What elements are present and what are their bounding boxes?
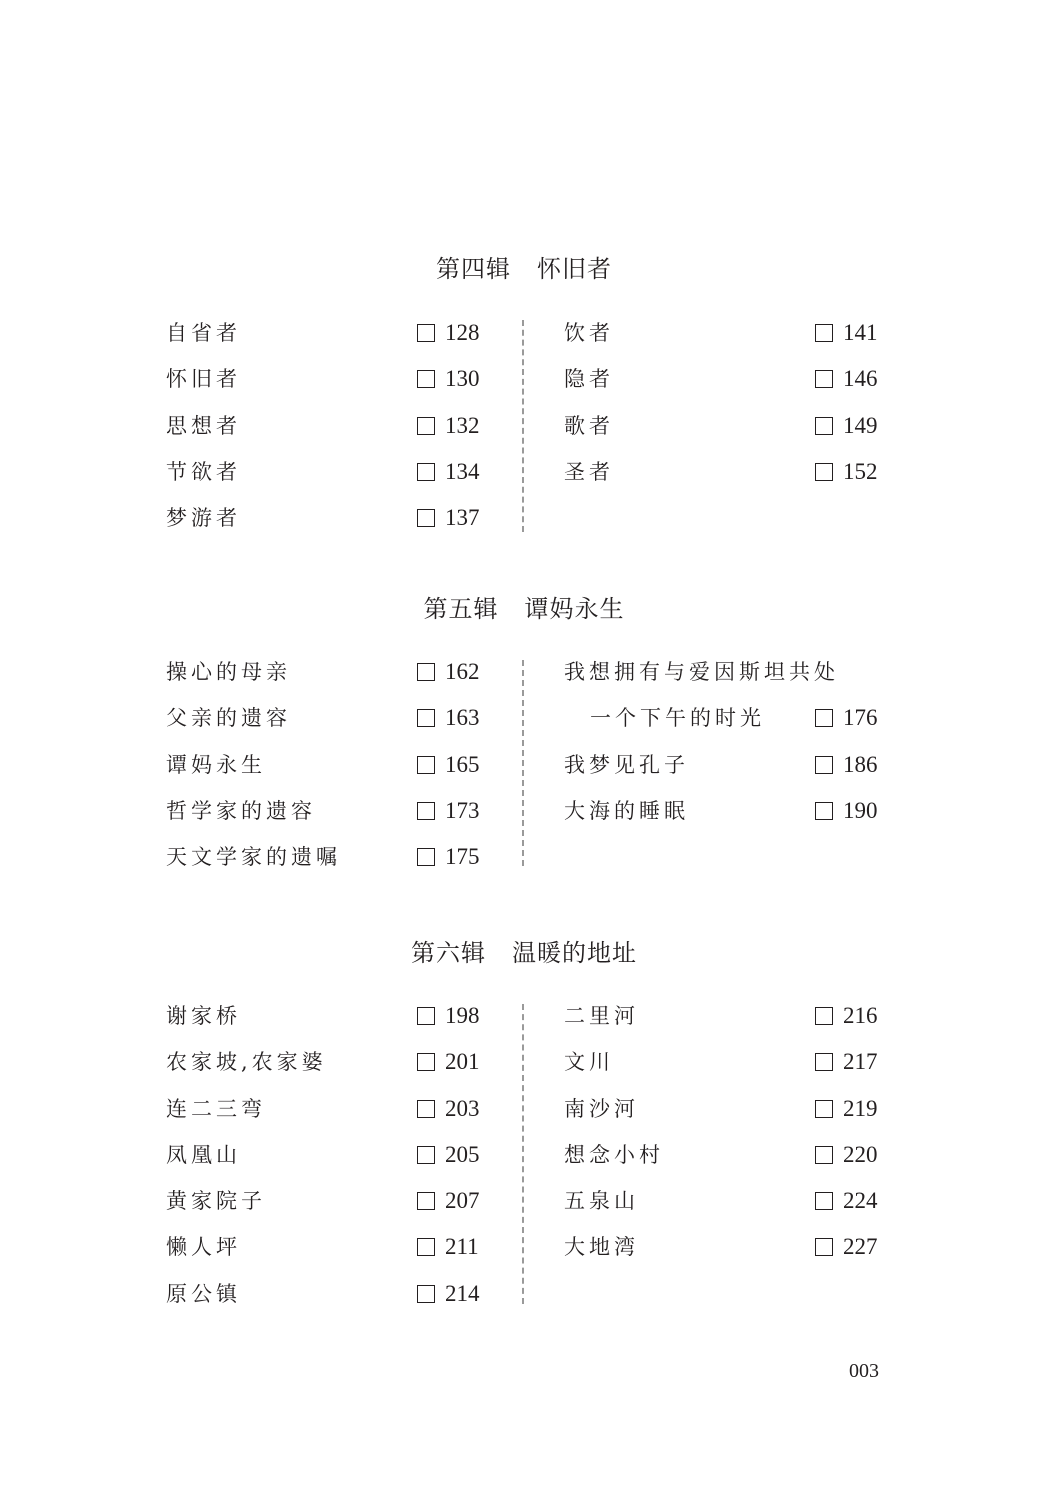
checkbox-icon xyxy=(815,1192,833,1210)
toc-entry[interactable] xyxy=(564,1095,884,1141)
entry-title: 二里河 xyxy=(564,1004,639,1028)
entry-page: 176 xyxy=(815,704,878,732)
entry-title: 天文学家的遗嘱 xyxy=(166,845,341,870)
entry-page: 205 xyxy=(417,1141,480,1169)
entry-title: 梦游者 xyxy=(166,506,241,531)
entry-title: 连二三弯 xyxy=(166,1096,266,1121)
entry-title: 节欲者 xyxy=(166,459,241,484)
toc-entry[interactable] xyxy=(166,319,486,365)
toc-entry[interactable] xyxy=(564,1141,884,1187)
entry-page: 190 xyxy=(815,797,878,825)
toc-entry[interactable] xyxy=(564,412,884,458)
entry-title: 想念小村 xyxy=(564,1142,664,1167)
entry-page: 173 xyxy=(417,797,480,825)
toc-entry[interactable] xyxy=(564,751,884,797)
entry-page: 175 xyxy=(417,843,480,871)
toc-entry[interactable] xyxy=(166,1233,486,1279)
entry-page: 163 xyxy=(417,704,480,732)
entry-page: 201 xyxy=(417,1048,480,1076)
toc-entry[interactable] xyxy=(564,1002,884,1048)
entry-title: 一个下午的时光 xyxy=(590,706,765,731)
toc-entry[interactable] xyxy=(166,412,486,458)
toc-entry[interactable] xyxy=(166,751,486,797)
toc-entry[interactable] xyxy=(166,1280,486,1326)
checkbox-icon xyxy=(815,463,833,481)
section-name: 谭妈永生 xyxy=(524,595,625,623)
toc-entry[interactable] xyxy=(564,658,884,704)
entry-page: 207 xyxy=(417,1187,480,1215)
toc-entry[interactable] xyxy=(564,1187,884,1233)
entry-page: 203 xyxy=(417,1095,480,1123)
checkbox-icon xyxy=(417,756,435,774)
entry-title: 饮者 xyxy=(564,321,614,345)
checkbox-icon xyxy=(815,1053,833,1071)
toc-entry[interactable] xyxy=(166,1048,486,1094)
entry-page: 128 xyxy=(417,319,480,347)
entry-page: 134 xyxy=(417,458,480,486)
section-label: 第四辑 xyxy=(436,255,511,283)
entry-title: 原公镇 xyxy=(166,1281,241,1306)
entry-title: 操心的母亲 xyxy=(166,660,291,684)
entry-page: 214 xyxy=(417,1280,480,1308)
toc-column-left xyxy=(166,658,486,889)
toc-column-right xyxy=(564,1002,884,1280)
entry-page: 146 xyxy=(815,365,878,393)
checkbox-icon xyxy=(417,417,435,435)
checkbox-icon xyxy=(815,756,833,774)
entry-title: 五泉山 xyxy=(564,1189,639,1214)
entry-page: 220 xyxy=(815,1141,878,1169)
checkbox-icon xyxy=(417,1053,435,1071)
checkbox-icon xyxy=(815,802,833,820)
toc-entry[interactable] xyxy=(166,1002,486,1048)
toc-entry[interactable] xyxy=(564,1048,884,1094)
section-name: 怀旧者 xyxy=(537,255,612,283)
checkbox-icon xyxy=(417,709,435,727)
toc-entry[interactable] xyxy=(564,458,884,504)
checkbox-icon xyxy=(815,1146,833,1164)
entry-title: 大海的睡眠 xyxy=(564,798,689,823)
toc-entry[interactable] xyxy=(166,504,486,550)
checkbox-icon xyxy=(815,324,833,342)
entry-title: 懒人坪 xyxy=(166,1235,241,1260)
column-divider xyxy=(522,320,524,532)
entry-page: 217 xyxy=(815,1048,878,1076)
toc-column-left xyxy=(166,319,486,550)
column-divider xyxy=(522,660,524,866)
entry-page: 130 xyxy=(417,365,480,393)
section-name: 温暖的地址 xyxy=(512,939,637,967)
toc-column-left xyxy=(166,1002,486,1326)
toc-entry[interactable] xyxy=(166,1187,486,1233)
checkbox-icon xyxy=(417,663,435,681)
section-title-5 xyxy=(0,589,1048,624)
entry-page: 149 xyxy=(815,412,878,440)
checkbox-icon xyxy=(417,848,435,866)
entry-title: 隐者 xyxy=(564,367,614,392)
entry-page: 141 xyxy=(815,319,878,347)
entry-page: 216 xyxy=(815,1002,878,1030)
toc-column-right xyxy=(564,319,884,504)
entry-title: 自省者 xyxy=(166,321,241,345)
checkbox-icon xyxy=(417,1146,435,1164)
entry-title: 南沙河 xyxy=(564,1096,639,1121)
entry-title: 怀旧者 xyxy=(166,367,241,392)
entry-title: 文川 xyxy=(564,1050,614,1075)
entry-page: 227 xyxy=(815,1233,878,1261)
entry-page: 186 xyxy=(815,751,878,779)
entry-page: 137 xyxy=(417,504,480,532)
section-label: 第五辑 xyxy=(423,595,499,623)
toc-entry[interactable] xyxy=(166,1095,486,1141)
column-divider xyxy=(522,1004,524,1304)
entry-page: 219 xyxy=(815,1095,878,1123)
toc-entry[interactable] xyxy=(166,843,486,889)
entry-title: 圣者 xyxy=(564,459,614,484)
entry-page: 198 xyxy=(417,1002,480,1030)
checkbox-icon xyxy=(815,417,833,435)
checkbox-icon xyxy=(815,1007,833,1025)
checkbox-icon xyxy=(417,1007,435,1025)
toc-entry[interactable] xyxy=(166,797,486,843)
entry-page: 152 xyxy=(815,458,878,486)
toc-entry[interactable] xyxy=(564,365,884,411)
toc-entry[interactable] xyxy=(564,319,884,365)
checkbox-icon xyxy=(417,370,435,388)
entry-page: 165 xyxy=(417,751,480,779)
entry-page: 224 xyxy=(815,1187,878,1215)
entry-title: 我梦见孔子 xyxy=(564,752,689,777)
checkbox-icon xyxy=(417,463,435,481)
entry-title: 凤凰山 xyxy=(166,1142,241,1167)
entry-title: 歌者 xyxy=(564,413,614,438)
checkbox-icon xyxy=(417,1100,435,1118)
checkbox-icon xyxy=(815,709,833,727)
checkbox-icon xyxy=(815,1238,833,1256)
toc-entry[interactable] xyxy=(564,704,884,750)
toc-column-right xyxy=(564,658,884,843)
entry-page: 211 xyxy=(417,1233,479,1261)
entry-page: 132 xyxy=(417,412,480,440)
page-number: 003 xyxy=(849,1360,879,1382)
section-title-4 xyxy=(0,249,1048,284)
section-title-6 xyxy=(0,933,1048,968)
checkbox-icon xyxy=(417,802,435,820)
toc-entry[interactable] xyxy=(166,1141,486,1187)
checkbox-icon xyxy=(815,1100,833,1118)
toc-entry[interactable] xyxy=(166,704,486,750)
checkbox-icon xyxy=(417,1285,435,1303)
checkbox-icon xyxy=(417,1192,435,1210)
entry-title: 谢家桥 xyxy=(166,1004,241,1028)
entry-title: 农家坡,农家婆 xyxy=(166,1050,327,1075)
entry-title: 父亲的遗容 xyxy=(166,706,291,731)
checkbox-icon xyxy=(417,509,435,527)
entry-title: 我想拥有与爱因斯坦共处 xyxy=(564,660,839,684)
checkbox-icon xyxy=(815,370,833,388)
entry-title: 谭妈永生 xyxy=(166,752,266,777)
section-label: 第六辑 xyxy=(411,939,486,967)
toc-entry[interactable] xyxy=(166,458,486,504)
entry-title: 哲学家的遗容 xyxy=(166,798,316,823)
entry-title: 思想者 xyxy=(166,413,241,438)
toc-entry[interactable] xyxy=(166,658,486,704)
entry-page: 162 xyxy=(417,658,480,686)
entry-title: 大地湾 xyxy=(564,1235,639,1260)
checkbox-icon xyxy=(417,1238,435,1256)
checkbox-icon xyxy=(417,324,435,342)
entry-title: 黄家院子 xyxy=(166,1189,266,1214)
toc-entry[interactable] xyxy=(564,1233,884,1279)
toc-entry[interactable] xyxy=(564,797,884,843)
toc-entry[interactable] xyxy=(166,365,486,411)
